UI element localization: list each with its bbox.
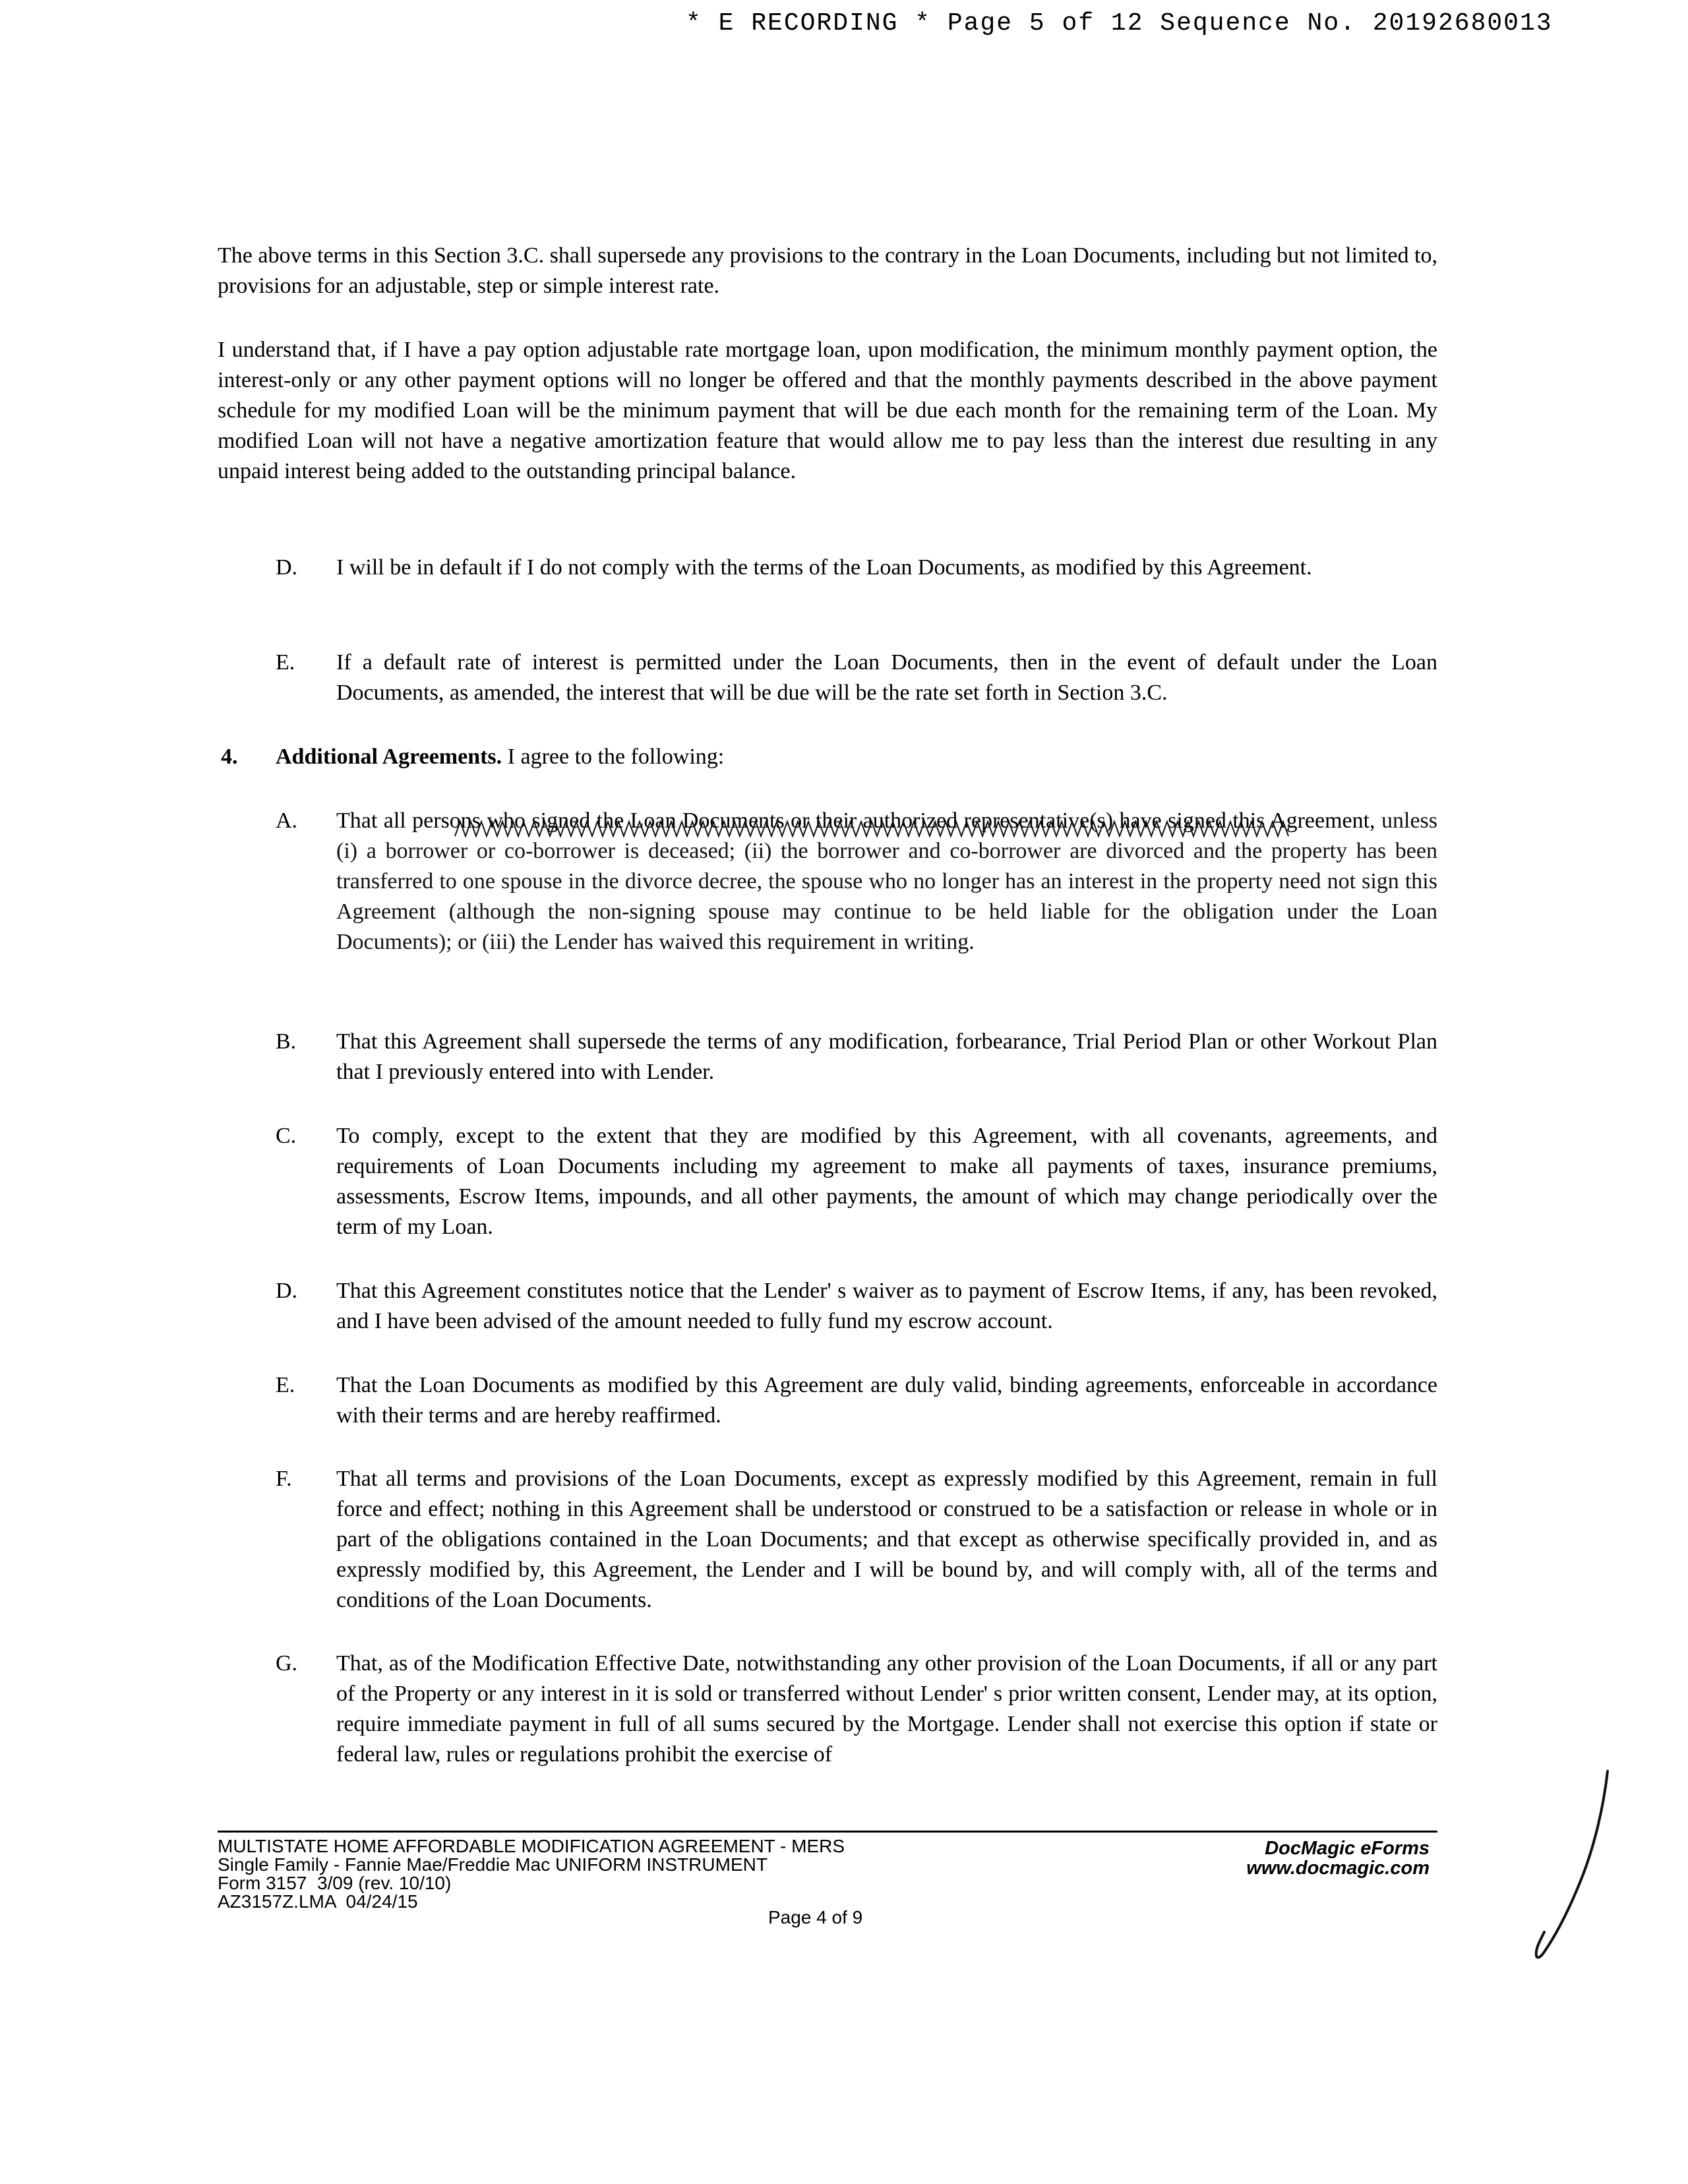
section4-heading [276,742,724,772]
footer-rule [218,1831,1437,1833]
section4-item-c-text: To comply, except to the extent that they are modified by this Agreement, with all covenants, agreements, and requirements of Loan Documents including my agreement to make all payments of taxes, insurance premiums, assessments, Escrow Items, impounds, and all other payments, the amount of which may change periodically over the term of my Loan. [336,1124,1437,1239]
section3-item-d-text: I will be in default if I do not comply with the terms of the Loan Documents, as modified by this Agreement. [336,555,1312,580]
section4-item-b-label: B. [276,1029,297,1054]
footer-brand-name: DocMagic eForms [1265,1838,1430,1859]
footer-line-3: Form 3157 3/09 (rev. 10/10) [218,1873,452,1893]
section3-item-e-label: E. [276,650,295,675]
footer-line-2: Single Family - Fannie Mae/Freddie Mac UNIFORM INSTRUMENT [218,1854,768,1875]
section4-item-g-text: That, as of the Modification Effective Date, notwithstanding any other provision of the Loan Documents, if all or any part of the Property or any interest in it is sold or transferred without Lender' s prior written consent, Lender may, at its option, require immediate payment in full of all sums secured by the Mortgage. Lender shall not exercise this option if state or federal law, rules or regulations prohibit the exercise of [336,1651,1437,1767]
section3-item-d-label: D. [276,555,298,580]
struck-clause: unless (i) a borrower or co-borrower is deceased; (ii) the borrower and co-borrower are divorced and the property has been transferred to one spouse in the divorce decree, the spouse who no longer has an interest in the property need not sign this Agreement (although the non-signing spouse may continue to be held liable for the obligation under the Loan Documents); or (iii) the Lender has waived this requirement in writing [336,808,1437,954]
footer-website: www.docmagic.com [1246,1858,1430,1879]
section4-item-a-text: That all persons who signed the Loan Documents or their authorized representative(s) have signed this Agreement, [336,808,1375,833]
section4-item-a [336,806,1437,957]
section4-item-b-text: That this Agreement shall supersede the terms of any modification, forbearance, Trial Period Plan or other Workout Plan that I previously entered into with Lender. [336,1029,1437,1084]
footer-form-info [218,1837,1009,1911]
section4-item-d-label: D. [276,1279,298,1303]
section3-item-e-text: If a default rate of interest is permitted under the Loan Documents, then in the event of default under the Loan Documents, as amended, the interest that will be due will be the rate set forth in Section 3.C. [336,650,1437,705]
section4-item-a-label: A. [276,808,298,833]
footer-brand [1232,1838,1430,1878]
section4-item-f-text: That all terms and provisions of the Loan Documents, except as expressly modified by this Agreement, remain in full force and effect; nothing in this Agreement shall be understood or construed to be a satisfaction or release in whole or in part of the obligations contained in the Loan Documents; and that except as otherwise specifically provided in, and as expressly modified by, this Agreement, the Lender and I will be bound by, and will comply with, all of the terms and conditions of the Loan Documents. [336,1467,1437,1612]
section4-title: Additional Agreements. [276,744,502,769]
section3-paragraph-1: The above terms in this Section 3.C. shall supersede any provisions to the contrary in the Loan Documents, including but not limited to, provisions for an adjustable, step or simple interest rate. [218,243,1437,298]
footer-line-4: AZ3157Z.LMA 04/24/15 [218,1891,418,1912]
section4-item-g-label: G. [276,1651,298,1676]
section4-item-f-label: F. [276,1467,292,1491]
footer-page-number: Page 4 of 9 [768,1907,863,1927]
section4-item-e-label: E. [276,1373,295,1397]
section4-number: 4. [221,744,238,769]
section4-intro: I agree to the following: [507,744,725,769]
section4-item-a-end: . [969,930,975,954]
section4-item-c-label: C. [276,1124,297,1148]
section3-paragraph-2: I understand that, if I have a pay option adjustable rate mortgage loan, upon modification, the minimum monthly payment option, the interest-only or any other payment options will no longer be offered and that the monthly payments described in the above payment schedule for my modified Loan will be the minimum payment that will be due each month for the remaining term of the Loan. My modified Loan will not have a negative amortization feature that would allow me to pay less than the interest due resulting in any unpaid interest being added to the outstanding principal balance. [218,338,1437,483]
footer-line-1: MULTISTATE HOME AFFORDABLE MODIFICATION AGREEMENT - MERS [218,1836,845,1856]
section4-item-d-text: That this Agreement constitutes notice that the Lender' s waiver as to payment of Escrow Items, if any, has been revoked, and I have been advised of the amount needed to fully fund my escrow account. [336,1279,1437,1333]
handwritten-initial-mark [1530,1767,1622,1965]
recording-header: * E RECORDING * Page 5 of 12 Sequence No. 20192680013 [686,9,1553,38]
section4-item-e-text: That the Loan Documents as modified by this Agreement are duly valid, binding agreements, enforceable in accordance with their terms and are hereby reaffirmed. [336,1373,1437,1428]
